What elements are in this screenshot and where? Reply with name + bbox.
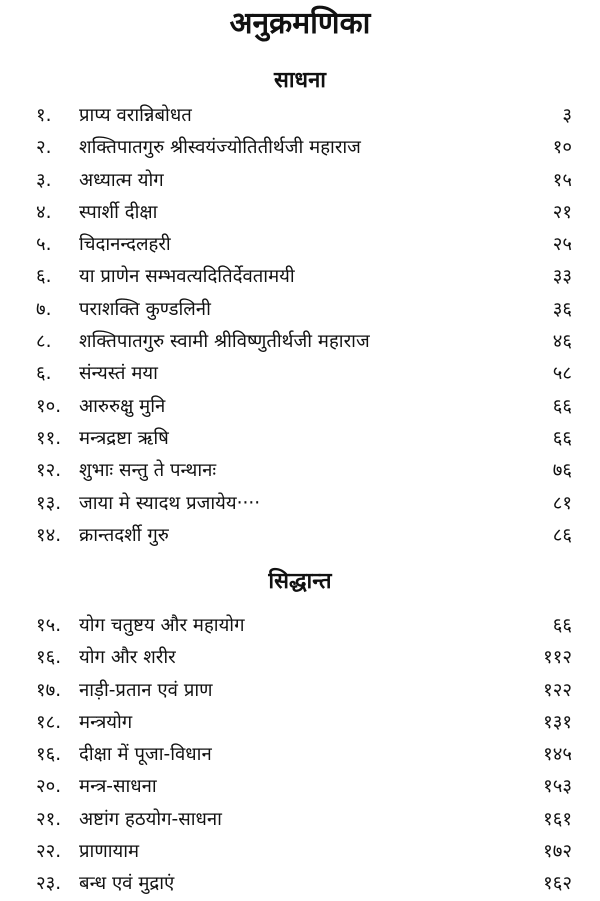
toc-entry-number: ११.: [36, 427, 62, 449]
toc-entry-page: १३१: [543, 711, 572, 733]
page-title: अनुक्रमणिका: [229, 6, 371, 41]
toc-entry[interactable]: [0, 455, 600, 487]
toc-entry-page: ११२: [543, 647, 572, 669]
toc-entry-title: योग और शरीर: [79, 647, 176, 669]
toc-entry-number: १२.: [36, 460, 62, 482]
toc-entry[interactable]: [0, 132, 600, 164]
toc-entry-number: ६.: [36, 363, 52, 385]
toc-entry-page: १६२: [543, 873, 572, 895]
toc-entry-title: अध्यात्म योग: [79, 169, 164, 191]
toc-entry-title: या प्राणेन सम्भवत्यदितिर्देवतामयी: [79, 266, 295, 288]
toc-list-sadhana: [0, 100, 600, 552]
toc-entry-page: ३३: [552, 266, 572, 288]
toc-entry-title: प्राप्य वरान्निबोधत: [79, 105, 192, 126]
toc-entry-title: बन्ध एवं मुद्राएं: [79, 873, 175, 895]
toc-entry[interactable]: [0, 326, 600, 358]
toc-entry-page: २५: [552, 234, 572, 256]
toc-entry-title: दीक्षा में पूजा-विधान: [79, 744, 212, 766]
toc-entry-number: १६.: [36, 647, 62, 669]
toc-entry-number: १७.: [36, 679, 62, 701]
toc-entry[interactable]: [0, 642, 600, 674]
toc-entry-number: १.: [36, 105, 52, 126]
toc-entry[interactable]: [0, 229, 600, 261]
toc-entry-page: ६६: [552, 427, 572, 449]
toc-entry-page: ३६: [552, 298, 572, 320]
toc-entry-number: ७.: [36, 298, 52, 320]
toc-entry-title: प्राणायाम: [79, 841, 140, 863]
toc-list-siddhant: [0, 610, 600, 901]
toc-entry-number: २.: [36, 137, 52, 159]
toc-entry[interactable]: [0, 294, 600, 326]
toc-entry-page: १४५: [543, 744, 572, 766]
toc-entry[interactable]: [0, 610, 600, 642]
toc-entry[interactable]: [0, 358, 600, 390]
toc-entry-page: १६१: [543, 808, 572, 830]
toc-entry[interactable]: [0, 707, 600, 739]
toc-entry-title: स्पार्शी दीक्षा: [79, 201, 158, 223]
toc-entry-number: १५.: [36, 615, 62, 636]
toc-entry-title: नाड़ी-प्रतान एवं प्राण: [79, 679, 213, 701]
section-heading-siddhant: सिद्धान्त: [268, 569, 332, 594]
toc-entry[interactable]: [0, 100, 600, 132]
toc-entry[interactable]: [0, 488, 600, 520]
toc-entry-page: १५: [552, 169, 572, 191]
toc-entry-title: जाया मे स्यादथ प्रजायेय····: [79, 492, 261, 514]
toc-entry-number: १०.: [36, 395, 62, 417]
toc-entry[interactable]: [0, 165, 600, 197]
toc-entry-title: मन्त्रयोग: [79, 711, 133, 733]
toc-entry-title: मन्त्र-साधना: [79, 776, 157, 798]
toc-entry-title: अष्टांग हठयोग-साधना: [79, 808, 222, 830]
toc-entry[interactable]: [0, 261, 600, 293]
toc-entry-page: २१: [552, 201, 572, 223]
toc-entry-number: ३.: [36, 169, 52, 191]
toc-entry-number: २२.: [36, 841, 62, 863]
toc-entry-page: १०: [552, 137, 572, 159]
toc-entry-page: ३: [562, 105, 572, 126]
toc-entry[interactable]: [0, 197, 600, 229]
toc-entry-number: ५.: [36, 234, 52, 256]
toc-entry-number: १४.: [36, 524, 62, 546]
toc-entry-title: शक्तिपातगुरु स्वामी श्रीविष्णुतीर्थजी महाराज: [79, 331, 370, 353]
toc-entry-page: ६६: [552, 615, 572, 636]
toc-entry-page: ७६: [552, 460, 572, 482]
toc-entry-page: ८१: [552, 492, 572, 514]
toc-entry-number: ८.: [36, 331, 52, 353]
toc-entry-page: ६६: [552, 395, 572, 417]
toc-entry-title: क्रान्तदर्शी गुरु: [79, 524, 169, 546]
toc-entry-page: १७२: [543, 841, 572, 863]
toc-entry[interactable]: [0, 868, 600, 900]
toc-entry[interactable]: [0, 771, 600, 803]
toc-entry[interactable]: [0, 391, 600, 423]
toc-entry-title: योग चतुष्टय और महायोग: [79, 615, 245, 636]
toc-entry[interactable]: [0, 520, 600, 552]
toc-entry-number: १३.: [36, 492, 62, 514]
toc-entry[interactable]: [0, 423, 600, 455]
toc-entry-title: पराशक्ति कुण्डलिनी: [79, 298, 211, 320]
toc-entry[interactable]: [0, 739, 600, 771]
toc-entry-number: २०.: [36, 776, 62, 798]
toc-entry-page: १२२: [543, 679, 572, 701]
section-heading-sadhana: साधना: [273, 68, 326, 93]
toc-entry-number: ६.: [36, 266, 52, 288]
toc-entry[interactable]: [0, 675, 600, 707]
toc-entry[interactable]: [0, 836, 600, 868]
toc-entry-title: संन्यस्तं मया: [79, 363, 158, 385]
toc-entry-title: चिदानन्दलहरी: [79, 234, 171, 256]
toc-entry-title: मन्त्रद्रष्टा ऋषि: [79, 427, 169, 449]
toc-entry-title: शक्तिपातगुरु श्रीस्वयंज्योतितीर्थजी महाराज: [79, 137, 361, 159]
toc-entry-page: ८६: [552, 524, 572, 546]
toc-entry-page: १५३: [543, 776, 572, 798]
toc-entry-number: १८.: [36, 711, 62, 733]
toc-entry-number: ४.: [36, 201, 52, 223]
toc-entry[interactable]: [0, 804, 600, 836]
toc-entry-page: ५८: [552, 363, 572, 385]
toc-entry-title: आरुरुक्षु मुनि: [79, 395, 166, 417]
toc-entry-number: २१.: [36, 808, 62, 830]
toc-entry-number: १६.: [36, 744, 62, 766]
toc-entry-title: शुभाः सन्तु ते पन्थानः: [79, 460, 217, 482]
toc-entry-number: २३.: [36, 873, 62, 895]
toc-entry-page: ४६: [552, 331, 572, 353]
